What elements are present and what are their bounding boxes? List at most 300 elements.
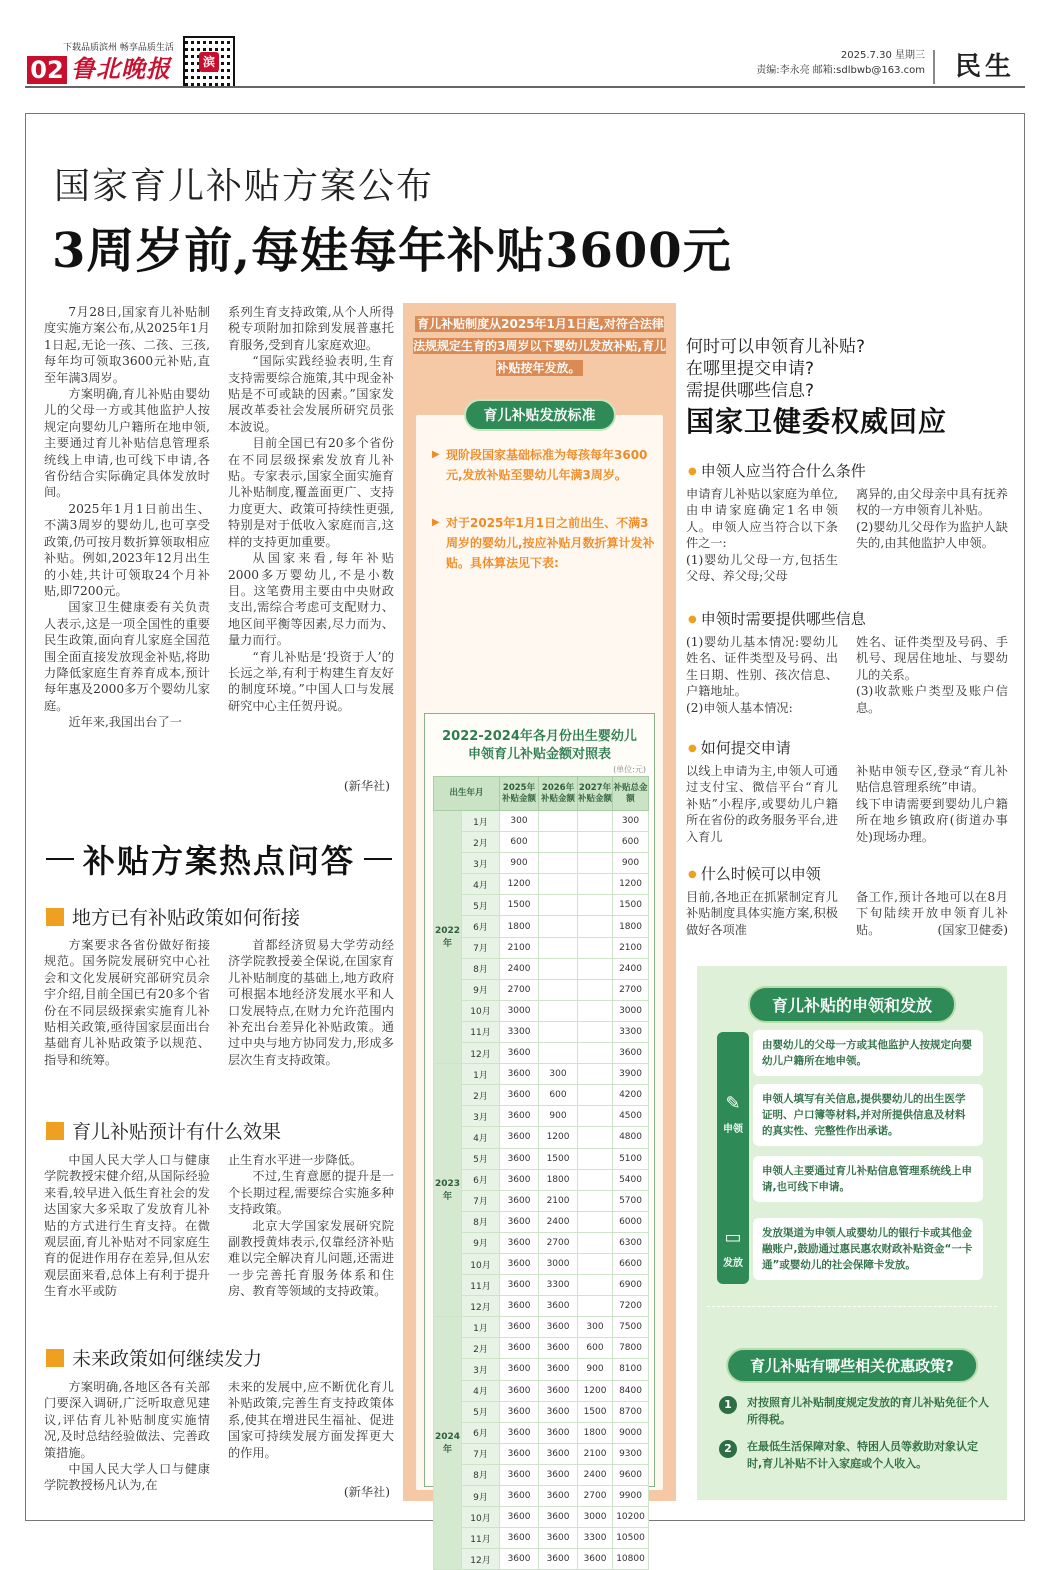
amount-cell: 600	[500, 832, 539, 853]
month-cell: 5月	[462, 1148, 500, 1169]
amount-cell: 3600	[500, 1275, 539, 1296]
table-row	[434, 1085, 649, 1106]
amount-cell: 1200	[578, 1380, 613, 1401]
standard-card	[416, 408, 663, 1566]
process-title: 育儿补贴的申领和发放	[748, 986, 956, 1023]
qa-paragraph: 止生育水平进一步降低。	[228, 1153, 363, 1167]
month-cell: 3月	[462, 1106, 500, 1127]
nhc-question: 需提供哪些信息?	[686, 381, 815, 401]
subsidy-table	[433, 776, 649, 1570]
table-row	[434, 832, 649, 853]
amount-cell: 3300	[578, 1528, 613, 1549]
nhc-source: (国家卫健委)	[937, 923, 1008, 937]
table-title: 2022-2024年各月份出生婴幼儿 申领育儿补贴金额对照表	[442, 729, 637, 762]
amount-cell	[539, 979, 578, 1000]
page-number: 02	[27, 56, 67, 84]
qa-1-right	[228, 937, 394, 1068]
year-cell: 2023年	[434, 1064, 462, 1317]
amount-cell: 3600	[539, 1338, 578, 1359]
nhc-a-4-right: 备工作,预计各地可以在8月下旬陆续开放申领育儿补贴。	[856, 890, 1008, 937]
issue-info	[756, 48, 925, 78]
table-row	[434, 1275, 649, 1296]
month-cell: 11月	[462, 1275, 500, 1296]
amount-cell: 3900	[613, 1064, 649, 1085]
table-row	[434, 1359, 649, 1380]
amount-cell	[578, 1253, 613, 1274]
nhc-question: 何时可以申领育儿补贴?	[686, 337, 866, 357]
kicker: 国家育儿补贴方案公布	[54, 166, 435, 207]
qa-paragraph: 中国人民大学人口与健康学院教授杨凡认为,在	[44, 1462, 210, 1493]
amount-cell: 1500	[500, 895, 539, 916]
month-cell: 9月	[462, 1232, 500, 1253]
nhc-a-2-right: 姓名、证件类型及号码、手机号、现居住地址、与婴幼儿的关系。 (3)收款账户类型及账户信息。	[856, 635, 1008, 715]
amount-cell	[578, 1275, 613, 1296]
nhc-a-1-left: 申请育儿补贴以家庭为单位,由申请家庭确定1名申领人。申领人应当符合以下条件之一: (1)婴幼儿父母一方,包括生父母、养父母;父母	[686, 487, 838, 584]
amount-cell	[578, 832, 613, 853]
form-check-icon: ✎	[725, 1093, 741, 1114]
qa-paragraph: 未来的发展中,应不断优化育儿补贴政策,完善生育支持政策体系,使其在增进民生福祉、促进国家可持续发展方面发挥更大的作用。	[228, 1380, 394, 1460]
table-row	[434, 1232, 649, 1253]
amount-cell: 3600	[539, 1528, 578, 1549]
amount-cell	[539, 853, 578, 874]
amount-cell: 3600	[500, 1422, 539, 1443]
amount-cell: 300	[539, 1064, 578, 1085]
amount-cell: 1200	[500, 874, 539, 895]
qa-title: 补贴方案热点问答	[46, 836, 392, 882]
amount-cell: 3600	[500, 1486, 539, 1507]
subsidy-infographic	[403, 303, 676, 1566]
nhc-a-1-right: 离异的,由父母亲中具有抚养权的一方申领育儿补贴。 (2)婴幼儿父母作为监护人缺失的,由其他监护人申领。	[856, 487, 1008, 551]
amount-cell: 1800	[613, 916, 649, 937]
month-cell: 3月	[462, 1359, 500, 1380]
month-cell: 7月	[462, 1443, 500, 1464]
nhc-q-3: ● 如何提交申请	[688, 737, 791, 758]
qa-heading-text: 育儿补贴预计有什么效果	[72, 1121, 282, 1143]
table-row	[434, 916, 649, 937]
amount-cell	[539, 958, 578, 979]
amount-cell: 2400	[613, 958, 649, 979]
standard-item-1: ▶ 现阶段国家基础标准为每孩每年3600元,发放补贴至婴幼儿年满3周岁。	[446, 445, 656, 485]
amount-cell: 2100	[578, 1443, 613, 1464]
qa-paragraph: 方案明确,各地区各有关部门要深入调研,广泛听取意见建议,评估育儿补贴制度实施情况,及时总结经验做法、完善政策措施。	[44, 1380, 210, 1460]
amount-cell: 3600	[500, 1464, 539, 1485]
col-header: 2026年补贴金额	[539, 777, 578, 811]
amount-cell: 2100	[539, 1190, 578, 1211]
amount-cell: 1800	[578, 1422, 613, 1443]
amount-cell	[578, 1190, 613, 1211]
month-cell: 7月	[462, 1190, 500, 1211]
amount-cell: 3300	[500, 1021, 539, 1042]
qa-heading-1	[46, 903, 300, 930]
section-divider	[933, 50, 935, 84]
table-row	[434, 1549, 649, 1570]
amount-cell: 3600	[500, 1232, 539, 1253]
amount-cell	[539, 1043, 578, 1064]
table-row	[434, 1464, 649, 1485]
amount-cell: 3600	[539, 1464, 578, 1485]
col-header: 2027年补贴金额	[578, 777, 613, 811]
amount-cell: 3600	[500, 1190, 539, 1211]
nhc-q-2: ● 申领时需要提供哪些信息	[688, 608, 866, 629]
amount-cell	[578, 811, 613, 832]
amount-cell: 300	[578, 1317, 613, 1338]
table-row	[434, 1211, 649, 1232]
table-row	[434, 1169, 649, 1190]
issue-label: 发放	[723, 1258, 743, 1269]
amount-cell: 10500	[613, 1528, 649, 1549]
amount-cell: 3600	[500, 1528, 539, 1549]
month-cell: 5月	[462, 895, 500, 916]
lead-paragraph: “国际实践经验表明,生育支持需要综合施策,其中现金补贴是不可或缺的因素。”国家发展改革委社会发展所研究员张本波说。	[228, 354, 394, 434]
amount-cell: 2100	[613, 937, 649, 958]
table-row	[434, 1401, 649, 1422]
paper-logo: 鲁北晚报	[71, 54, 171, 83]
amount-cell	[578, 1106, 613, 1127]
table-row	[434, 895, 649, 916]
amount-cell: 6600	[613, 1253, 649, 1274]
amount-cell: 5100	[613, 1148, 649, 1169]
amount-cell: 1800	[500, 916, 539, 937]
amount-cell: 3600	[500, 1338, 539, 1359]
lead-paragraph: 7月28日,国家育儿补贴制度实施方案公布,从2025年1月1日起,无论一孩、二孩、三孩,每年均可领取3600元补贴,直至年满3周岁。	[44, 305, 210, 385]
amount-cell	[578, 1064, 613, 1085]
amount-cell: 3600	[500, 1317, 539, 1338]
amount-cell	[578, 1021, 613, 1042]
amount-cell: 3300	[539, 1275, 578, 1296]
month-cell: 4月	[462, 874, 500, 895]
amount-cell: 3000	[539, 1253, 578, 1274]
policy-title: 育儿补贴有哪些相关优惠政策?	[726, 1348, 978, 1383]
payment-icon: ▭	[724, 1227, 742, 1248]
month-cell: 5月	[462, 1401, 500, 1422]
amount-cell	[578, 1232, 613, 1253]
amount-cell	[578, 1296, 613, 1317]
amount-cell	[578, 1169, 613, 1190]
amount-cell: 3600	[539, 1380, 578, 1401]
month-cell: 10月	[462, 1253, 500, 1274]
amount-cell: 1800	[539, 1169, 578, 1190]
amount-cell	[578, 1043, 613, 1064]
infographic-intro: 育儿补贴制度从2025年1月1日起,对符合法律法规规定生育的3周岁以下婴幼儿发放补贴,育儿补贴按年发放。	[413, 317, 666, 375]
qa-1-left	[44, 937, 210, 1068]
table-row	[434, 1380, 649, 1401]
issue-step: 发放渠道为申领人或婴幼儿的银行卡或其他金融账户,鼓励通过惠民惠农财政补贴资金“一卡通”或婴幼儿的社会保障卡发放。	[753, 1218, 983, 1280]
amount-cell: 600	[539, 1085, 578, 1106]
table-row	[434, 1064, 649, 1085]
amount-cell	[578, 937, 613, 958]
section-name: 民生	[954, 52, 1015, 82]
month-cell: 8月	[462, 1464, 500, 1485]
table-row	[434, 1021, 649, 1042]
nhc-q-1: ● 申领人应当符合什么条件	[688, 460, 866, 481]
amount-cell: 3600	[500, 1380, 539, 1401]
amount-cell: 3600	[500, 1106, 539, 1127]
nhc-q-4: ● 什么时候可以申领	[688, 863, 821, 884]
amount-cell: 900	[578, 1359, 613, 1380]
amount-cell	[578, 1085, 613, 1106]
month-cell: 9月	[462, 1486, 500, 1507]
amount-cell: 600	[613, 832, 649, 853]
amount-cell: 3600	[578, 1549, 613, 1570]
amount-cell: 2400	[539, 1211, 578, 1232]
month-cell: 11月	[462, 1021, 500, 1042]
month-cell: 4月	[462, 1380, 500, 1401]
amount-cell: 1500	[539, 1148, 578, 1169]
apply-step-3: 申领人主要通过育儿补贴信息管理系统线上申请,也可线下申请。	[753, 1156, 983, 1202]
qa-source: (新华社)	[343, 1485, 390, 1499]
amount-cell	[578, 1000, 613, 1021]
amount-cell: 9300	[613, 1443, 649, 1464]
qa-paragraph: 北京大学国家发展研究院副教授黄炜表示,仅靠经济补贴难以完全解决育儿问题,还需进一步完善托育服务体系和住房、教育等领域的支持政策。	[228, 1218, 394, 1299]
issue-date: 2025.7.30 星期三	[840, 50, 925, 61]
amount-cell	[539, 1000, 578, 1021]
apply-step-1: 由婴幼儿的父母一方或其他监护人按规定向婴幼儿户籍所在地申领。	[753, 1030, 983, 1076]
amount-cell: 3600	[613, 1043, 649, 1064]
table-row	[434, 1486, 649, 1507]
table-row	[434, 1253, 649, 1274]
apply-step-2: 申领人填写有关信息,提供婴幼儿的出生医学证明、户口簿等材料,并对所提供信息及材料的真实性、完整性作出承诺。	[753, 1084, 983, 1146]
month-cell: 11月	[462, 1528, 500, 1549]
policy-text: 对按照育儿补贴制度规定发放的育儿补贴免征个人所得税。	[747, 1396, 989, 1426]
headline: 3周岁前,每娃每年补贴3600元	[52, 223, 732, 279]
nhc-questions	[686, 336, 865, 402]
amount-cell: 5700	[613, 1190, 649, 1211]
amount-cell: 3600	[500, 1043, 539, 1064]
amount-cell: 3600	[500, 1064, 539, 1085]
month-cell: 6月	[462, 1169, 500, 1190]
month-cell: 12月	[462, 1549, 500, 1570]
nhc-a-3-left: 以线上申请为主,申领人可通过支付宝、微信平台“育儿补贴”小程序,或婴幼儿户籍所在省份的政务服务平台,进入育儿	[686, 764, 838, 844]
nhc-title: 国家卫健委权威回应	[686, 405, 948, 438]
amount-cell: 3000	[578, 1507, 613, 1528]
amount-cell: 300	[613, 811, 649, 832]
slogan: 下载品质滨州 畅享品质生活	[63, 43, 174, 53]
month-cell: 1月	[462, 1317, 500, 1338]
qr-badge: 滨	[199, 52, 219, 72]
lead-column-1	[44, 304, 210, 731]
amount-cell: 4800	[613, 1127, 649, 1148]
amount-cell: 7800	[613, 1338, 649, 1359]
amount-cell: 2700	[539, 1232, 578, 1253]
amount-cell: 5400	[613, 1169, 649, 1190]
square-bullet-icon	[46, 908, 64, 926]
qa-heading-2	[46, 1117, 281, 1144]
amount-cell: 7200	[613, 1296, 649, 1317]
amount-cell: 6300	[613, 1232, 649, 1253]
amount-cell: 3600	[500, 1401, 539, 1422]
amount-cell: 3600	[500, 1253, 539, 1274]
amount-cell: 9000	[613, 1422, 649, 1443]
lead-paragraph: 从国家来看,每年补贴2000多万婴幼儿,不是小数目。这笔费用主要由中央财政支出,需综合考虑可支配财力、地区间平衡等因素,尽力而为、量力而行。	[228, 551, 394, 648]
amount-cell	[539, 895, 578, 916]
amount-cell: 1500	[613, 895, 649, 916]
month-cell: 4月	[462, 1127, 500, 1148]
amount-cell: 3600	[500, 1359, 539, 1380]
month-cell: 1月	[462, 1064, 500, 1085]
policy-item-1	[719, 1394, 989, 1428]
qa-heading-text: 地方已有补贴政策如何衔接	[72, 907, 301, 929]
lead-paragraph: 国家卫生健康委有关负责人表示,这是一项全国性的重要民生政策,面向育儿家庭全国范围全面直接发放现金补贴,将助力降低家庭生育养育成本,预计每年惠及2000多万个婴幼儿家庭。	[44, 600, 210, 713]
amount-cell: 9600	[613, 1464, 649, 1485]
process-box	[697, 966, 1007, 1500]
qa-3-right	[228, 1379, 394, 1461]
number-1-icon: 1	[719, 1396, 737, 1414]
month-cell: 2月	[462, 1085, 500, 1106]
table-row	[434, 1528, 649, 1549]
lead-paragraph: “育儿补贴是‘投资于人’的长远之举,有利于构建生育友好的制度环境。”中国人口与发展研究中心主任贺丹说。	[228, 649, 394, 713]
amount-cell	[539, 1021, 578, 1042]
table-row	[434, 1507, 649, 1528]
table-row	[434, 979, 649, 1000]
month-cell: 2月	[462, 832, 500, 853]
policy-text: 在最低生活保障对象、特困人员等救助对象认定时,育儿补贴不计入家庭或个人收入。	[747, 1440, 978, 1470]
amount-cell: 3600	[539, 1486, 578, 1507]
month-cell: 12月	[462, 1296, 500, 1317]
amount-cell: 900	[613, 853, 649, 874]
amount-cell: 1200	[613, 874, 649, 895]
amount-cell: 1200	[539, 1127, 578, 1148]
lead-source: (新华社)	[343, 779, 390, 793]
lead-paragraph: 目前全国已有20多个省份在不同层级探索发放育儿补贴。专家表示,国家全面实施育儿补贴制度,覆盖面更广、支持力度更大、政策可持续性更强,特别是对于低收入家庭而言,这样的支持更加重要。	[228, 436, 394, 549]
table-row	[434, 1190, 649, 1211]
table-row	[434, 958, 649, 979]
amount-cell: 7500	[613, 1317, 649, 1338]
month-cell: 10月	[462, 1000, 500, 1021]
number-2-icon: 2	[719, 1440, 737, 1458]
amount-cell: 3600	[500, 1085, 539, 1106]
table-row	[434, 1422, 649, 1443]
lead-paragraph: 系列生育支持政策,从个人所得税专项附加扣除到发展普惠托育服务,受到育儿家庭欢迎。	[228, 305, 394, 352]
amount-cell	[539, 832, 578, 853]
amount-cell: 600	[578, 1338, 613, 1359]
amount-cell	[578, 1148, 613, 1169]
month-cell: 7月	[462, 937, 500, 958]
amount-cell: 300	[500, 811, 539, 832]
qa-paragraph: 中国人民大学人口与健康学院教授宋健介绍,从国际经验来看,较早进入低生育社会的发达国家大多采取了发放育儿补贴的方式进行生育支持。在微观层面,育儿补贴对不同家庭生育的促进作用存在差异,但从宏观层面来看,总体上有利于提升生育水平或防	[44, 1153, 210, 1299]
qa-heading-text: 未来政策如何继续发力	[72, 1348, 263, 1370]
amount-cell: 2100	[500, 937, 539, 958]
amount-cell: 8700	[613, 1401, 649, 1422]
qa-2-right	[228, 1152, 394, 1300]
subsidy-table-box	[424, 713, 655, 1566]
amount-cell: 3600	[500, 1169, 539, 1190]
amount-cell	[578, 1127, 613, 1148]
amount-cell	[578, 853, 613, 874]
amount-cell	[578, 916, 613, 937]
amount-cell: 1500	[578, 1401, 613, 1422]
square-bullet-icon	[46, 1349, 64, 1367]
amount-cell: 900	[500, 853, 539, 874]
amount-cell: 3600	[539, 1422, 578, 1443]
amount-cell: 3600	[539, 1359, 578, 1380]
table-row	[434, 1127, 649, 1148]
amount-cell: 3600	[500, 1148, 539, 1169]
amount-cell: 4200	[613, 1085, 649, 1106]
amount-cell: 2400	[500, 958, 539, 979]
month-cell: 1月	[462, 811, 500, 832]
standard-pill: 育儿补贴发放标准	[464, 399, 616, 431]
amount-cell: 3600	[500, 1443, 539, 1464]
amount-cell	[539, 937, 578, 958]
amount-cell: 3600	[500, 1127, 539, 1148]
issue-side	[717, 1220, 749, 1284]
amount-cell	[578, 1211, 613, 1232]
apply-label: 申领	[723, 1124, 743, 1135]
qa-paragraph: 不过,生育意愿的提升是一个长期过程,需要综合实施多种支持政策。	[228, 1169, 394, 1217]
table-row	[434, 1000, 649, 1021]
amount-cell: 3600	[539, 1296, 578, 1317]
amount-cell: 3600	[500, 1507, 539, 1528]
month-cell: 2月	[462, 1338, 500, 1359]
nhc-a-2-left: (1)婴幼儿基本情况:婴幼儿姓名、证件类型及号码、出生日期、性别、孩次信息、户籍地址。 (2)申领人基本情况:	[686, 635, 838, 715]
col-header: 2025年补贴金额	[500, 777, 539, 811]
amount-cell: 3600	[500, 1549, 539, 1570]
qa-2-left	[44, 1152, 210, 1300]
amount-cell	[539, 811, 578, 832]
table-row	[434, 1296, 649, 1317]
table-row	[434, 937, 649, 958]
col-header: 补贴总金额	[613, 777, 649, 811]
table-row	[434, 1338, 649, 1359]
table-row	[434, 1443, 649, 1464]
amount-cell: 10800	[613, 1549, 649, 1570]
table-unit: (单位:元)	[613, 765, 646, 774]
apply-side	[717, 1032, 749, 1244]
square-bullet-icon	[46, 1122, 64, 1140]
amount-cell	[578, 874, 613, 895]
amount-cell: 2700	[578, 1486, 613, 1507]
amount-cell: 3000	[613, 1000, 649, 1021]
qa-3-left	[44, 1379, 210, 1494]
amount-cell: 3600	[539, 1507, 578, 1528]
amount-cell: 2700	[500, 979, 539, 1000]
amount-cell: 3600	[539, 1317, 578, 1338]
table-row	[434, 874, 649, 895]
month-cell: 8月	[462, 958, 500, 979]
nhc-question: 在哪里提交申请?	[686, 359, 815, 379]
month-cell: 10月	[462, 1507, 500, 1528]
amount-cell: 3600	[539, 1401, 578, 1422]
amount-cell	[578, 979, 613, 1000]
policy-item-2	[719, 1438, 989, 1472]
dashed-divider	[707, 1306, 997, 1307]
amount-cell: 4500	[613, 1106, 649, 1127]
amount-cell	[578, 958, 613, 979]
amount-cell	[539, 916, 578, 937]
amount-cell: 9900	[613, 1486, 649, 1507]
amount-cell: 900	[539, 1106, 578, 1127]
lead-paragraph: 近年来,我国出台了一	[68, 715, 182, 730]
qa-heading-3	[46, 1344, 262, 1371]
table-row	[434, 1106, 649, 1127]
amount-cell: 3600	[539, 1443, 578, 1464]
amount-cell: 8100	[613, 1359, 649, 1380]
month-cell: 8月	[462, 1211, 500, 1232]
table-row	[434, 811, 649, 832]
masthead	[25, 34, 1025, 89]
table-row	[434, 853, 649, 874]
amount-cell: 2700	[613, 979, 649, 1000]
month-cell: 6月	[462, 1422, 500, 1443]
lead-paragraph: 方案明确,育儿补贴由婴幼儿的父母一方或其他监护人按规定向婴幼儿户籍所在地申领,主要通过育儿补贴信息管理系统线上申请,也可线下申请,各省份结合实际确定具体发放时间。	[44, 387, 210, 500]
table-row	[434, 1148, 649, 1169]
amount-cell: 2400	[578, 1464, 613, 1485]
lead-column-2	[228, 304, 394, 714]
lead-paragraph: 2025年1月1日前出生、不满3周岁的婴幼儿,也可享受政策,仍可按月数折算领取相应补贴。例如,2023年12月出生的小娃,共计可领取24个月补贴,即7200元。	[44, 501, 210, 598]
year-cell: 2022年	[434, 811, 462, 1064]
table-body	[434, 811, 649, 1570]
table-header-row	[434, 777, 649, 811]
